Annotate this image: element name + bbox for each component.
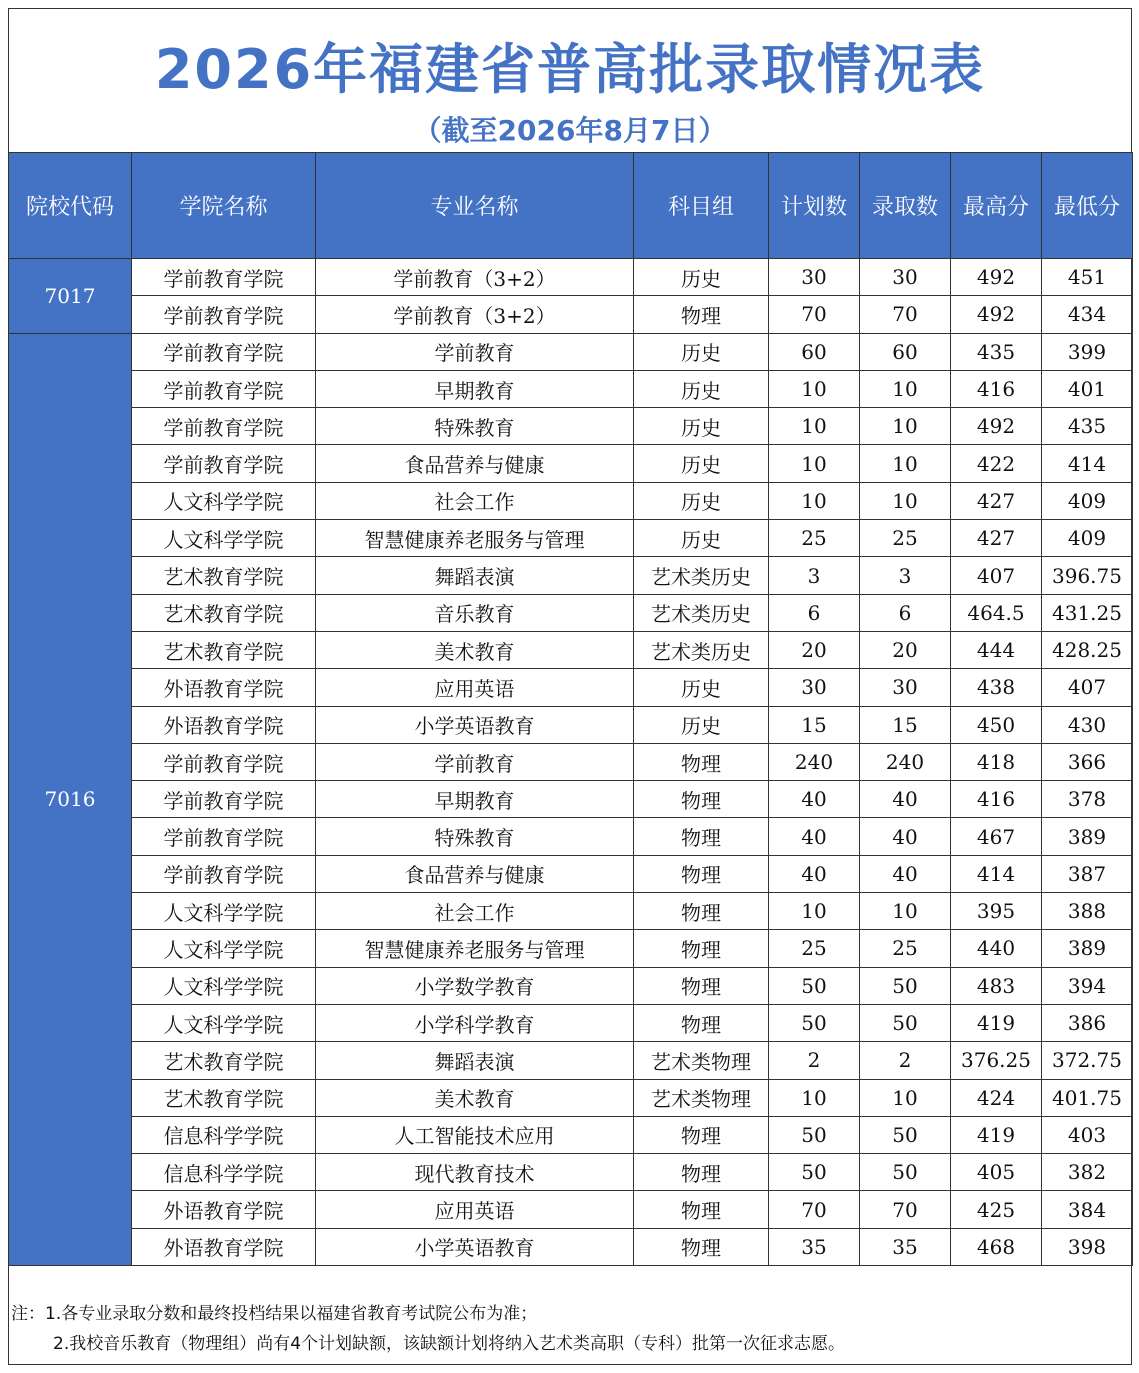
table-row — [9, 1154, 1133, 1191]
plan-count-cell: 35 — [769, 1228, 860, 1265]
major-name-cell: 小学数学教育 — [316, 967, 634, 1004]
college-name-cell: 人文科学学院 — [132, 1004, 316, 1041]
subject-group-cell: 艺术类历史 — [634, 557, 769, 594]
admitted-count-cell: 2 — [860, 1042, 951, 1079]
min-score-cell: 431.25 — [1042, 594, 1133, 631]
admission-table — [8, 152, 1133, 1266]
major-name-cell: 食品营养与健康 — [316, 445, 634, 482]
plan-count-cell: 50 — [769, 967, 860, 1004]
max-score-cell: 492 — [951, 408, 1042, 445]
plan-count-cell: 25 — [769, 520, 860, 557]
subject-group-cell: 艺术类物理 — [634, 1042, 769, 1079]
subject-group-cell: 历史 — [634, 520, 769, 557]
max-score-cell: 395 — [951, 893, 1042, 930]
min-score-cell: 389 — [1042, 930, 1133, 967]
max-score-cell: 427 — [951, 520, 1042, 557]
admitted-count-cell: 50 — [860, 967, 951, 1004]
plan-count-cell: 60 — [769, 333, 860, 370]
max-score-cell: 418 — [951, 743, 1042, 780]
admitted-count-cell: 20 — [860, 631, 951, 668]
subject-group-cell: 艺术类历史 — [634, 594, 769, 631]
min-score-cell: 401 — [1042, 370, 1133, 407]
min-score-cell: 398 — [1042, 1228, 1133, 1265]
admitted-count-cell: 10 — [860, 445, 951, 482]
subject-group-cell: 艺术类物理 — [634, 1079, 769, 1116]
college-name-cell: 学前教育学院 — [132, 743, 316, 780]
major-name-cell: 音乐教育 — [316, 594, 634, 631]
min-score-cell: 378 — [1042, 781, 1133, 818]
table-row — [9, 482, 1133, 519]
major-name-cell: 特殊教育 — [316, 818, 634, 855]
max-score-cell: 492 — [951, 259, 1042, 296]
college-name-cell: 艺术教育学院 — [132, 557, 316, 594]
min-score-cell: 396.75 — [1042, 557, 1133, 594]
major-name-cell: 智慧健康养老服务与管理 — [316, 930, 634, 967]
table-row — [9, 408, 1133, 445]
min-score-cell: 407 — [1042, 669, 1133, 706]
min-score-cell: 386 — [1042, 1004, 1133, 1041]
college-name-cell: 人文科学学院 — [132, 930, 316, 967]
college-name-cell: 人文科学学院 — [132, 967, 316, 1004]
college-name-cell: 人文科学学院 — [132, 482, 316, 519]
table-row — [9, 1004, 1133, 1041]
min-score-cell: 409 — [1042, 520, 1133, 557]
plan-count-cell: 50 — [769, 1116, 860, 1153]
table-row — [9, 594, 1133, 631]
college-name-cell: 学前教育学院 — [132, 781, 316, 818]
college-name-cell: 学前教育学院 — [132, 370, 316, 407]
plan-count-cell: 70 — [769, 1191, 860, 1228]
admitted-count-cell: 30 — [860, 259, 951, 296]
subject-group-cell: 物理 — [634, 296, 769, 333]
subject-group-cell: 历史 — [634, 408, 769, 445]
subject-group-cell: 物理 — [634, 967, 769, 1004]
admitted-count-cell: 35 — [860, 1228, 951, 1265]
college-name-cell: 学前教育学院 — [132, 408, 316, 445]
plan-count-cell: 10 — [769, 1079, 860, 1116]
plan-count-cell: 40 — [769, 855, 860, 892]
plan-count-cell: 10 — [769, 482, 860, 519]
subject-group-cell: 历史 — [634, 259, 769, 296]
table-row — [9, 631, 1133, 668]
admitted-count-cell: 240 — [860, 743, 951, 780]
major-name-cell: 小学英语教育 — [316, 1228, 634, 1265]
college-name-cell: 艺术教育学院 — [132, 1042, 316, 1079]
plan-count-cell: 15 — [769, 706, 860, 743]
admitted-count-cell: 10 — [860, 1079, 951, 1116]
table-row — [9, 445, 1133, 482]
subject-group-cell: 艺术类历史 — [634, 631, 769, 668]
subject-group-cell: 物理 — [634, 1191, 769, 1228]
subject-group-cell: 历史 — [634, 482, 769, 519]
min-score-cell: 401.75 — [1042, 1079, 1133, 1116]
admitted-count-cell: 30 — [860, 669, 951, 706]
major-name-cell: 人工智能技术应用 — [316, 1116, 634, 1153]
header-major-name: 专业名称 — [316, 153, 634, 259]
header-max-score: 最高分 — [951, 153, 1042, 259]
college-name-cell: 外语教育学院 — [132, 1191, 316, 1228]
plan-count-cell: 40 — [769, 818, 860, 855]
max-score-cell: 416 — [951, 370, 1042, 407]
college-name-cell: 人文科学学院 — [132, 520, 316, 557]
major-name-cell: 应用英语 — [316, 669, 634, 706]
school-code-cell: 7017 — [9, 259, 132, 334]
min-score-cell: 384 — [1042, 1191, 1133, 1228]
admitted-count-cell: 60 — [860, 333, 951, 370]
max-score-cell: 425 — [951, 1191, 1042, 1228]
max-score-cell: 464.5 — [951, 594, 1042, 631]
major-name-cell: 应用英语 — [316, 1191, 634, 1228]
admitted-count-cell: 6 — [860, 594, 951, 631]
max-score-cell: 419 — [951, 1116, 1042, 1153]
table-row — [9, 333, 1133, 370]
major-name-cell: 早期教育 — [316, 781, 634, 818]
college-name-cell: 外语教育学院 — [132, 669, 316, 706]
plan-count-cell: 50 — [769, 1004, 860, 1041]
table-row — [9, 818, 1133, 855]
college-name-cell: 学前教育学院 — [132, 259, 316, 296]
plan-count-cell: 30 — [769, 259, 860, 296]
min-score-cell: 430 — [1042, 706, 1133, 743]
min-score-cell: 388 — [1042, 893, 1133, 930]
min-score-cell: 435 — [1042, 408, 1133, 445]
college-name-cell: 艺术教育学院 — [132, 631, 316, 668]
max-score-cell: 424 — [951, 1079, 1042, 1116]
min-score-cell: 451 — [1042, 259, 1133, 296]
min-score-cell: 366 — [1042, 743, 1133, 780]
admitted-count-cell: 10 — [860, 408, 951, 445]
plan-count-cell: 40 — [769, 781, 860, 818]
max-score-cell: 422 — [951, 445, 1042, 482]
table-row — [9, 706, 1133, 743]
plan-count-cell: 6 — [769, 594, 860, 631]
major-name-cell: 美术教育 — [316, 631, 634, 668]
college-name-cell: 学前教育学院 — [132, 296, 316, 333]
plan-count-cell: 10 — [769, 408, 860, 445]
plan-count-cell: 20 — [769, 631, 860, 668]
min-score-cell: 403 — [1042, 1116, 1133, 1153]
table-row — [9, 259, 1133, 296]
plan-count-cell: 240 — [769, 743, 860, 780]
table-row — [9, 930, 1133, 967]
college-name-cell: 信息科学学院 — [132, 1116, 316, 1153]
table-row — [9, 370, 1133, 407]
plan-count-cell: 2 — [769, 1042, 860, 1079]
max-score-cell: 440 — [951, 930, 1042, 967]
admitted-count-cell: 50 — [860, 1004, 951, 1041]
major-name-cell: 小学英语教育 — [316, 706, 634, 743]
max-score-cell: 468 — [951, 1228, 1042, 1265]
admitted-count-cell: 15 — [860, 706, 951, 743]
subject-group-cell: 物理 — [634, 1154, 769, 1191]
footnote-2: 2.我校音乐教育（物理组）尚有4个计划缺额，该缺额计划将纳入艺术类高职（专科）批第一次征求志愿。 — [53, 1334, 846, 1354]
table-row — [9, 520, 1133, 557]
table-row — [9, 669, 1133, 706]
header-school-code: 院校代码 — [9, 153, 132, 259]
min-score-cell: 389 — [1042, 818, 1133, 855]
major-name-cell: 学前教育（3+2） — [316, 259, 634, 296]
admitted-count-cell: 40 — [860, 818, 951, 855]
max-score-cell: 444 — [951, 631, 1042, 668]
major-name-cell: 社会工作 — [316, 893, 634, 930]
subject-group-cell: 物理 — [634, 893, 769, 930]
college-name-cell: 学前教育学院 — [132, 333, 316, 370]
max-score-cell: 427 — [951, 482, 1042, 519]
max-score-cell: 492 — [951, 296, 1042, 333]
table-body — [9, 259, 1133, 1266]
college-name-cell: 学前教育学院 — [132, 445, 316, 482]
max-score-cell: 407 — [951, 557, 1042, 594]
footnote-1: 注：1.各专业录取分数和最终投档结果以福建省教育考试院公布为准； — [11, 1304, 538, 1324]
footnotes — [11, 1299, 1131, 1359]
subject-group-cell: 历史 — [634, 333, 769, 370]
plan-count-cell: 3 — [769, 557, 860, 594]
college-name-cell: 艺术教育学院 — [132, 1079, 316, 1116]
major-name-cell: 特殊教育 — [316, 408, 634, 445]
min-score-cell: 372.75 — [1042, 1042, 1133, 1079]
major-name-cell: 社会工作 — [316, 482, 634, 519]
table-row — [9, 1191, 1133, 1228]
header-admitted-count: 录取数 — [860, 153, 951, 259]
plan-count-cell: 70 — [769, 296, 860, 333]
subject-group-cell: 物理 — [634, 743, 769, 780]
plan-count-cell: 10 — [769, 370, 860, 407]
subject-group-cell: 历史 — [634, 370, 769, 407]
college-name-cell: 学前教育学院 — [132, 818, 316, 855]
min-score-cell: 387 — [1042, 855, 1133, 892]
subject-group-cell: 物理 — [634, 818, 769, 855]
table-row — [9, 967, 1133, 1004]
major-name-cell: 学前教育 — [316, 743, 634, 780]
table-row — [9, 1116, 1133, 1153]
max-score-cell: 416 — [951, 781, 1042, 818]
max-score-cell: 467 — [951, 818, 1042, 855]
subject-group-cell: 历史 — [634, 445, 769, 482]
min-score-cell: 409 — [1042, 482, 1133, 519]
subject-group-cell: 物理 — [634, 1116, 769, 1153]
admitted-count-cell: 25 — [860, 520, 951, 557]
subject-group-cell: 物理 — [634, 1004, 769, 1041]
page-title: 2026年福建省普高批录取情况表 — [154, 38, 986, 101]
major-name-cell: 智慧健康养老服务与管理 — [316, 520, 634, 557]
college-name-cell: 外语教育学院 — [132, 1228, 316, 1265]
admission-sheet — [8, 8, 1132, 1365]
admitted-count-cell: 10 — [860, 482, 951, 519]
major-name-cell: 美术教育 — [316, 1079, 634, 1116]
subject-group-cell: 物理 — [634, 930, 769, 967]
admitted-count-cell: 10 — [860, 370, 951, 407]
major-name-cell: 食品营养与健康 — [316, 855, 634, 892]
max-score-cell: 376.25 — [951, 1042, 1042, 1079]
admitted-count-cell: 40 — [860, 781, 951, 818]
max-score-cell: 483 — [951, 967, 1042, 1004]
table-row — [9, 781, 1133, 818]
max-score-cell: 414 — [951, 855, 1042, 892]
max-score-cell: 450 — [951, 706, 1042, 743]
table-row — [9, 855, 1133, 892]
admitted-count-cell: 50 — [860, 1154, 951, 1191]
plan-count-cell: 10 — [769, 445, 860, 482]
admitted-count-cell: 10 — [860, 893, 951, 930]
subject-group-cell: 物理 — [634, 855, 769, 892]
max-score-cell: 435 — [951, 333, 1042, 370]
table-row — [9, 1042, 1133, 1079]
table-row — [9, 743, 1133, 780]
admitted-count-cell: 3 — [860, 557, 951, 594]
major-name-cell: 学前教育 — [316, 333, 634, 370]
major-name-cell: 学前教育（3+2） — [316, 296, 634, 333]
college-name-cell: 外语教育学院 — [132, 706, 316, 743]
table-row — [9, 893, 1133, 930]
major-name-cell: 早期教育 — [316, 370, 634, 407]
plan-count-cell: 50 — [769, 1154, 860, 1191]
college-name-cell: 艺术教育学院 — [132, 594, 316, 631]
college-name-cell: 信息科学学院 — [132, 1154, 316, 1191]
max-score-cell: 419 — [951, 1004, 1042, 1041]
min-score-cell: 428.25 — [1042, 631, 1133, 668]
subject-group-cell: 物理 — [634, 1228, 769, 1265]
max-score-cell: 438 — [951, 669, 1042, 706]
admitted-count-cell: 50 — [860, 1116, 951, 1153]
admitted-count-cell: 40 — [860, 855, 951, 892]
subject-group-cell: 历史 — [634, 706, 769, 743]
admitted-count-cell: 25 — [860, 930, 951, 967]
admitted-count-cell: 70 — [860, 296, 951, 333]
header-subject-group: 科目组 — [634, 153, 769, 259]
college-name-cell: 人文科学学院 — [132, 893, 316, 930]
plan-count-cell: 10 — [769, 893, 860, 930]
admitted-count-cell: 70 — [860, 1191, 951, 1228]
min-score-cell: 394 — [1042, 967, 1133, 1004]
header-college-name: 学院名称 — [132, 153, 316, 259]
table-row — [9, 1228, 1133, 1265]
table-row — [9, 296, 1133, 333]
major-name-cell: 舞蹈表演 — [316, 1042, 634, 1079]
page-subtitle: （截至2026年8月7日） — [413, 114, 727, 147]
table-row — [9, 557, 1133, 594]
header-plan-count: 计划数 — [769, 153, 860, 259]
plan-count-cell: 25 — [769, 930, 860, 967]
major-name-cell: 现代教育技术 — [316, 1154, 634, 1191]
major-name-cell: 小学科学教育 — [316, 1004, 634, 1041]
max-score-cell: 405 — [951, 1154, 1042, 1191]
min-score-cell: 434 — [1042, 296, 1133, 333]
school-code-cell: 7016 — [9, 333, 132, 1265]
table-row — [9, 1079, 1133, 1116]
min-score-cell: 382 — [1042, 1154, 1133, 1191]
min-score-cell: 414 — [1042, 445, 1133, 482]
subject-group-cell: 历史 — [634, 669, 769, 706]
min-score-cell: 399 — [1042, 333, 1133, 370]
subject-group-cell: 物理 — [634, 781, 769, 818]
header-row — [9, 153, 1133, 259]
header-min-score: 最低分 — [1042, 153, 1133, 259]
major-name-cell: 舞蹈表演 — [316, 557, 634, 594]
college-name-cell: 学前教育学院 — [132, 855, 316, 892]
plan-count-cell: 30 — [769, 669, 860, 706]
